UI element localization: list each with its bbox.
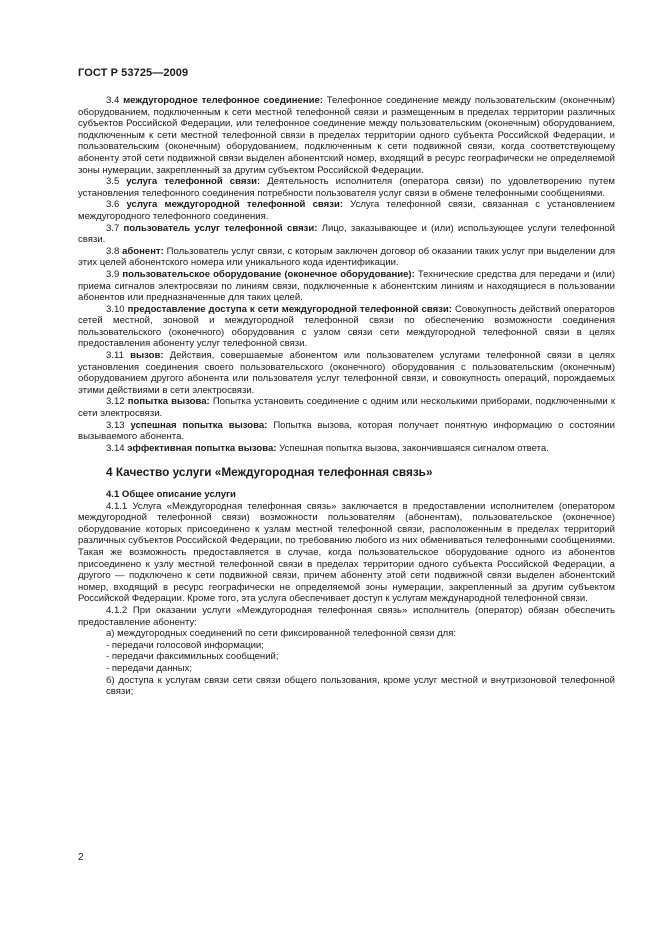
section-4-heading: 4 Качество услуги «Междугородная телефонная связь» — [106, 465, 433, 480]
document-body — [78, 95, 615, 698]
page-number: 2 — [78, 852, 84, 863]
definition-3-8: 3.8 абонент: Пользователь услуг связи, с которым заключен договор об оказании таких услуг при выделении для этих целей абонентского номера или уникального кода идентификации. — [78, 245, 616, 269]
definition-3-11: 3.11 вызов: Действия, совершаемые абонентом или пользователем услугами телефонной связи в целях установления соединения своего пользовательского (оконечного) оборудования с пользовательским (оконечным) оборудованием другого абонента или пользователя услуг телефонной связи, и совокупность операций, порождаемых этими действиями в сети электросвязи. — [78, 350, 616, 396]
definition-3-13: 3.13 успешная попытка вызова: Попытка вызова, которая получает понятную информацию о состоянии вызываемого абонента. — [78, 419, 616, 443]
definition-3-7: 3.7 пользователь услуг телефонной связи: Лицо, заказывающее и (или) использующее услуги телефонной связи. — [78, 222, 615, 246]
definition-3-4: 3.4 междугородное телефонное соединение: Телефонное соединение между пользовательским (оконечным) оборудованием, подключенным к сети местной телефонной связи и размещенным в пределах территории различных субъектов Российской Федерации, или телефонное соединение между пользовательским (оконечным) оборудованием, подключенным к сети местной телефонной связи в пределах территории одного субъекта Российской Федерации, и пользовательским (оконечным) оборудованием, подключенным к сети подвижной связи, когда соответствующему абоненту этой сети подвижной связи выделен абонентский номер, входящий в ресурс географически не определяемой зоны нумерации, закрепленный за другим субъектом Российской Федерации. — [78, 95, 615, 176]
list-item: - передачи голосовой информации; — [106, 639, 264, 651]
definition-3-10: 3.10 предоставление доступа к сети междугородной телефонной связи: Совокупность действий операторов сетей местной, зоновой и междугородной телефонной связи по обеспечению возможности соединения пользовательского (оконечного) оборудования с узлом связи сети междугородной телефонной связи в целях предоставления абоненту услуг телефонной связи. — [78, 303, 615, 350]
list-item: б) доступа к услугам связи сети связи общего пользования, кроме услуг местной и внутризоновой телефонной связи; — [106, 674, 615, 698]
document-header: ГОСТ Р 53725—2009 — [78, 67, 189, 79]
definition-3-6: 3.6 услуга междугородной телефонной связи: Услуга телефонной связи, связанная с установлением междугородного телефонного соединения. — [78, 199, 615, 222]
paragraph-4-1-2: 4.1.2 При оказании услуги «Междугородная телефонная связь» исполнитель (оператор) обязан обеспечить предоставление абоненту: — [78, 604, 615, 628]
definition-3-12: 3.12 попытка вызова: Попытка установить соединение с одним или несколькими приборами, подключенными к сети электросвязи. — [78, 396, 615, 420]
list-item: - передачи данных; — [106, 662, 193, 674]
subsection-4-1-heading: 4.1 Общее описание услуги — [106, 489, 236, 500]
list-item: - передачи факсимильных сообщений; — [106, 651, 279, 663]
paragraph-4-1-1: 4.1.1 Услуга «Междугородная телефонная связь» заключается в предоставлении исполнителем (оператором междугородной телефонной связи) возможности пользователям (абонентам), пользовательское (оконечное) оборудование которых присоединено к узлам местной телефонной связи, расположенным в пределах территорий различных субъектов Российской Федерации, по требованию любого из них обмениваться телефонными сообщениями. Такая же возможность предоставляется в случае, когда пользовательское оборудование одного из абонентов присоединено к узлу местной телефонной связи в пределах территории одного субъекта Российской Федерации, а другого — подключено к сети подвижной связи, причем абоненту этой сети подвижной связи выделен абонентский номер, входящий в ресурс географически не определяемой зоны нумерации, закрепленный за другим субъектом Российской Федерации. Кроме того, эта услуга обеспечивает доступ к услугам международной телефонной связи. — [78, 500, 615, 605]
definition-3-14: 3.14 эффективная попытка вызова: Успешная попытка вызова, закончившаяся сигналом ответа. — [106, 442, 549, 454]
list-item: а) междугородных соединений по сети фиксированной телефонной связи для: — [106, 628, 457, 640]
definition-3-5: 3.5 услуга телефонной связи: Деятельность исполнителя (оператора связи) по удовлетворению путем установления телефонного соединения потребности пользователя услуг связи в обмене телефонными сообщениями. — [78, 176, 615, 199]
definition-3-9: 3.9 пользовательское оборудование (оконечное оборудование): Технические средства для передачи и (или) приема сигналов электросвязи по линиям связи, подключенные к абонентским линиям и находящиеся в пользовании абонентов или предназначенные для таких целей. — [78, 268, 616, 304]
